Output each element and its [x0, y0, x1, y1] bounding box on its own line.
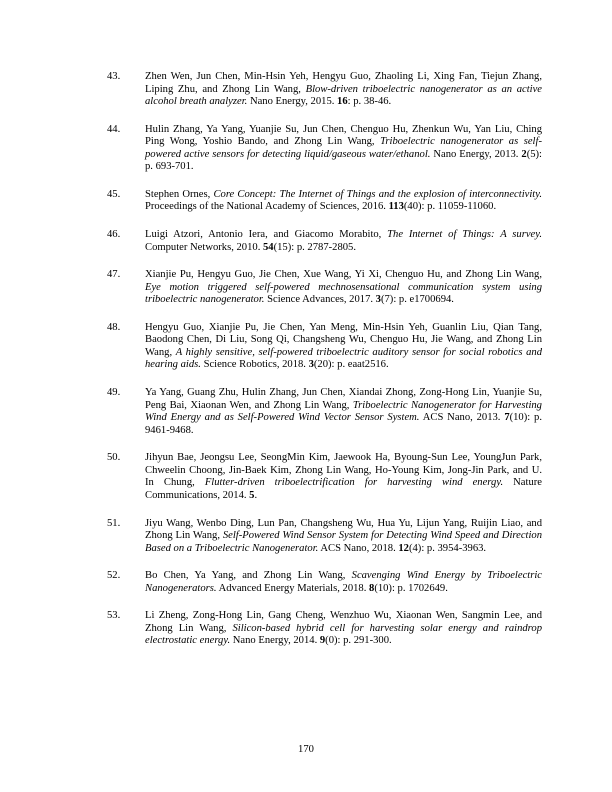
reference-text [145, 189, 542, 214]
reference-title: The Internet of Things: A survey. [387, 229, 542, 241]
reference-item [107, 124, 542, 174]
reference-number: 45. [107, 188, 121, 200]
reference-volume: 3 [375, 294, 381, 306]
reference-journal: ACS Nano, 2013. [419, 412, 505, 424]
reference-text [145, 452, 542, 502]
reference-journal: Nano Energy, 2015. [247, 96, 338, 107]
reference-number: 46. [107, 229, 121, 241]
reference-item [107, 71, 542, 109]
reference-volume: 12 [398, 542, 409, 554]
reference-pages: (5): p. 693-701. [145, 148, 542, 173]
reference-item [107, 322, 542, 372]
reference-authors: Hulin Zhang, Ya Yang, Yuanjie Su, Jun Chen, Chenguo Hu, Zhenkun Wu, Yan Liu, Ching Ping Wong, Yoshio Bando, and Zhong Lin Wang, [145, 123, 542, 148]
reference-authors: Jiyu Wang, Wenbo Ding, Lun Pan, Changsheng Wu, Hua Yu, Lijun Yang, Ruijin Liao, and Zhong Lin Wang, [145, 517, 542, 541]
reference-item [107, 387, 542, 437]
reference-title: Blow-driven triboelectric nanogenerator as an active alcohol breath analyzer. [145, 83, 543, 107]
reference-text [145, 610, 542, 648]
reference-journal: Nano Energy, 2014. [230, 635, 320, 647]
reference-number: 43. [107, 71, 121, 82]
reference-number: 50. [107, 452, 121, 464]
reference-title: Silicon-based hybrid cell for harvesting solar energy and raindrop electrostatic energy. [145, 622, 542, 647]
reference-title: Self-Powered Wind Sensor System for Detecting Wind Speed and Direction Based on a Triboelectric Nanogenerator. [145, 530, 543, 554]
reference-text [145, 570, 542, 595]
reference-journal: Advanced Energy Materials, 2018. [216, 582, 370, 594]
reference-text [145, 229, 542, 254]
reference-item [107, 269, 542, 307]
reference-pages: (10): p. 1702649. [374, 582, 448, 594]
reference-number: 51. [107, 517, 121, 529]
reference-item [107, 518, 542, 556]
reference-number: 49. [107, 387, 121, 399]
reference-item [107, 229, 542, 254]
reference-journal: Computer Networks, 2010. [145, 241, 263, 253]
reference-authors: Li Zheng, Zong-Hong Lin, Gang Cheng, Wenzhuo Wu, Xiaonan Wen, Sangmin Lee, and Zhong Lin Wang, [145, 610, 542, 634]
reference-title: Scavenging Wind Energy by Triboelectric Nanogenerators. [145, 570, 542, 594]
reference-pages: . [254, 489, 258, 501]
reference-number: 44. [107, 123, 121, 135]
reference-text [145, 124, 542, 174]
reference-journal: Science Advances, 2017. [264, 294, 376, 306]
reference-volume: 16 [337, 96, 348, 107]
reference-number: 52. [107, 570, 121, 582]
reference-volume: 7 [504, 412, 510, 424]
reference-volume: 113 [388, 201, 404, 213]
reference-volume: 5 [249, 489, 255, 501]
reference-journal: ACS Nano, 2018. [318, 542, 399, 554]
reference-text [145, 518, 542, 556]
reference-item [107, 570, 542, 595]
reference-pages: (7): p. e1700694. [380, 294, 454, 306]
reference-authors: Xianjie Pu, Hengyu Guo, Jie Chen, Xue Wang, Yi Xi, Chenguo Hu, and Zhong Lin Wang, [145, 269, 542, 281]
reference-authors: Hengyu Guo, Xianjie Pu, Jie Chen, Yan Meng, Min-Hsin Yeh, Guanlin Liu, Qian Tang, Baodong Chen, Di Liu, Song Qi, Changsheng Wu, Chenguo Hu, Jie Wang, and Zhong Lin Wang, [145, 321, 542, 358]
reference-pages: (40): p. 11059-11060. [403, 201, 497, 213]
reference-journal: Proceedings of the National Academy of Sciences, 2016. [145, 201, 389, 213]
reference-journal: Nature Communications, 2014. [145, 477, 542, 501]
reference-list [107, 71, 542, 663]
reference-number: 47. [107, 269, 121, 281]
reference-journal: Science Robotics, 2018. [200, 359, 309, 371]
reference-pages: : p. 38-46. [347, 96, 392, 107]
reference-pages: (0): p. 291-300. [325, 635, 392, 647]
reference-text [145, 71, 542, 109]
reference-authors: Luigi Atzori, Antonio Iera, and Giacomo Morabito, [145, 229, 388, 241]
reference-pages: (20): p. eaat2516. [313, 359, 389, 371]
reference-journal: Nano Energy, 2013. [430, 148, 522, 160]
reference-volume: 9 [319, 635, 326, 647]
reference-title: A highly sensitive, self-powered triboelectric auditory sensor for social robotics and hearing aids. [145, 346, 542, 371]
reference-authors: Ya Yang, Guang Zhu, Hulin Zhang, Jun Chen, Xiandai Zhong, Zong-Hong Lin, Yuanjie Su, Peng Bai, Xiaonan Wen, and Zhong Lin Wang, [145, 387, 542, 411]
reference-authors: Zhen Wen, Jun Chen, Min-Hsin Yeh, Hengyu Guo, Zhaoling Li, Xing Fan, Tiejun Zhang, Liping Zhu, and Zhong Lin Wang, [145, 71, 542, 95]
reference-title: Triboelectric Nanogenerator for Harvesting Wind Energy and as Self-Powered Wind Vector Sensor System. [145, 399, 542, 424]
reference-title: Triboelectric nanogenerator as self-powered active sensors for detecting liquid/gaseous water/ethanol. [145, 136, 542, 160]
reference-volume: 3 [308, 359, 314, 371]
reference-text [145, 322, 542, 372]
reference-text [145, 387, 542, 437]
reference-item [107, 189, 542, 214]
reference-authors: Jihyun Bae, Jeongsu Lee, SeongMin Kim, Jaewook Ha, Byoung-Sun Lee, YoungJun Park, Chweelin Choong, Jin-Baek Kim, Zhong Lin Wang, Ho-Young Kim, Jong-Jin Park, and U. In Chung, [145, 452, 542, 489]
reference-volume: 2 [521, 148, 527, 160]
reference-number: 53. [107, 610, 121, 622]
reference-volume: 54 [263, 241, 274, 253]
reference-number: 48. [107, 321, 121, 333]
page-number: 170 [298, 744, 314, 755]
reference-text [145, 269, 542, 307]
reference-item [107, 610, 542, 648]
reference-volume: 8 [369, 582, 375, 594]
reference-authors: Stephen Ornes, [145, 188, 214, 200]
reference-pages: (10): p. 9461-9468. [145, 412, 542, 436]
reference-title: Eye motion triggered self-powered mechnosensational communication system using triboelectric nanogenerator. [145, 281, 542, 306]
reference-pages: (15): p. 2787-2805. [273, 241, 356, 253]
reference-title: Core Concept: The Internet of Things and the explosion of interconnectivity. [213, 188, 542, 200]
reference-title: Flutter-driven triboelectrification for harvesting wind energy. [204, 477, 504, 489]
reference-item [107, 452, 542, 502]
reference-pages: (4): p. 3954-3963. [408, 542, 487, 554]
reference-authors: Bo Chen, Ya Yang, and Zhong Lin Wang, [145, 570, 352, 582]
